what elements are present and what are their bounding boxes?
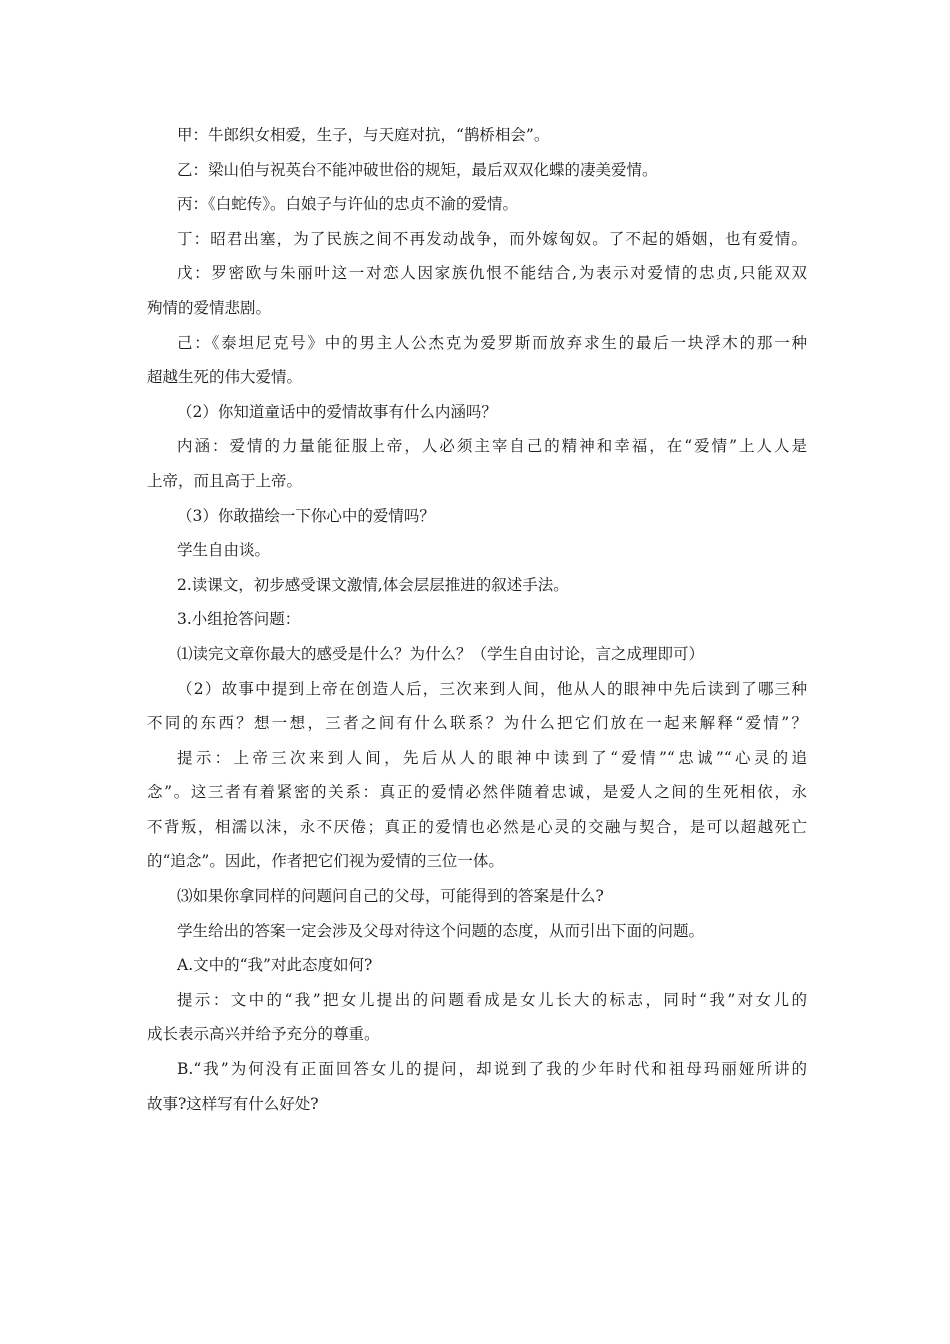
text-line: 内涵：爱情的力量能征服上帝，人必须主宰自己的精神和幸福，在“爱情”上人人是 bbox=[177, 437, 807, 456]
text-line: 丁：昭君出塞，为了民族之间不再发动战争，而外嫁匈奴。了不起的婚姻，也有爱情。 bbox=[177, 229, 807, 248]
text-line: ⑶如果你拿同样的问题问自己的父母，可能得到的答案是什么? bbox=[177, 887, 604, 906]
text-line: 超越生死的伟大爱情。 bbox=[147, 368, 303, 387]
text-line: 殉情的爱情悲剧。 bbox=[147, 298, 272, 317]
text-line: 成长表示高兴并给予充分的尊重。 bbox=[147, 1025, 380, 1044]
text-line: 提示：上帝三次来到人间，先后从人的眼神中读到了“爱情”“忠诚”“心灵的追 bbox=[177, 748, 807, 767]
text-line: 学生自由谈。 bbox=[177, 541, 271, 560]
text-line: （2）故事中提到上帝在创造人后，三次来到人间，他从人的眼神中先后读到了哪三种 bbox=[177, 679, 807, 698]
text-line: 丙：《白蛇传》。白娘子与许仙的忠贞不渝的爱情。 bbox=[177, 195, 519, 214]
text-line: 不背叛，相濡以沫，永不厌倦；真正的爱情也必然是心灵的交融与契合，是可以超越死亡 bbox=[147, 817, 807, 836]
text-line: （3）你敢描绘一下你心中的爱情吗？ bbox=[177, 506, 435, 525]
text-line: 故事?这样写有什么好处? bbox=[147, 1094, 319, 1113]
text-line: ⑴读完文章你最大的感受是什么？为什么？（学生自由讨论，言之成理即可） bbox=[177, 644, 705, 663]
text-line: 提示：文中的“我”把女儿提出的问题看成是女儿长大的标志，同时“我”对女儿的 bbox=[177, 990, 807, 1009]
text-line: 念”。这三者有着紧密的关系：真正的爱情必然伴随着忠诚，是爱人之间的生死相依，永 bbox=[147, 783, 807, 802]
text-line: 的“追念”。因此，作者把它们视为爱情的三位一体。 bbox=[147, 852, 504, 871]
text-line: 2.读课文，初步感受课文激情,体会层层推进的叙述手法。 bbox=[177, 575, 569, 594]
document-body bbox=[147, 118, 807, 1121]
text-line: 甲：牛郎织女相爱，生子，与天庭对抗，“鹊桥相会”。 bbox=[177, 126, 550, 144]
text-line: A.文中的“我”对此态度如何? bbox=[177, 956, 373, 975]
text-line: 乙：梁山伯与祝英台不能冲破世俗的规矩，最后双双化蝶的凄美爱情。 bbox=[177, 160, 658, 179]
text-line: 不同的东西？想一想，三者之间有什么联系？为什么把它们放在一起来解释“爱情”？ bbox=[147, 714, 807, 733]
text-line: 3.小组抢答问题： bbox=[177, 610, 301, 629]
text-line: 戊：罗密欧与朱丽叶这一对恋人因家族仇恨不能结合,为表示对爱情的忠贞,只能双双 bbox=[177, 264, 807, 283]
text-line: 己：《泰坦尼克号》中的男主人公杰克为爱罗斯而放弃求生的最后一块浮木的那一种 bbox=[177, 333, 807, 352]
text-line: 学生给出的答案一定会涉及父母对待这个问题的态度，从而引出下面的问题。 bbox=[177, 921, 705, 940]
text-line: B.“我”为何没有正面回答女儿的提问，却说到了我的少年时代和祖母玛丽娅所讲的 bbox=[177, 1060, 807, 1079]
text-line: （2）你知道童话中的爱情故事有什么内涵吗？ bbox=[177, 402, 497, 421]
text-line: 上帝，而且高于上帝。 bbox=[147, 471, 303, 490]
